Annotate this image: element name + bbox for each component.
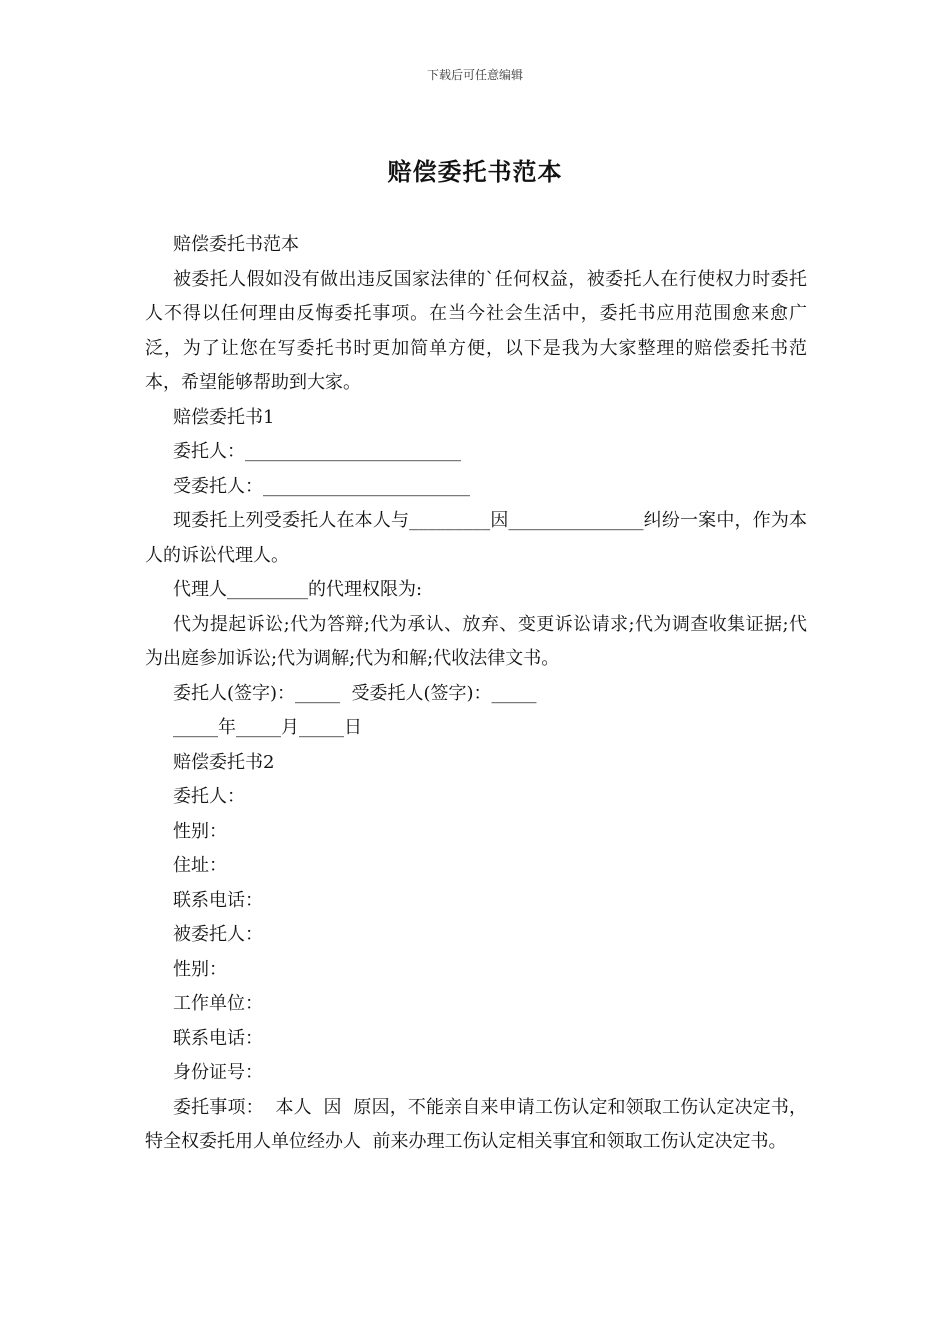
field-agent: 受委托人：_______________________ <box>173 475 470 497</box>
signature-line: 委托人(签字)：_____ 受委托人(签字)：_____ <box>173 682 537 704</box>
section-heading-1: 赔偿委托书1 <box>173 406 275 428</box>
field-principal-2: 委托人： <box>173 786 245 807</box>
paragraph-authority-scope: 代为提起诉讼;代为答辩;代为承认、放弃、变更诉讼请求;代为调查收集证据;代为出庭参加诉讼;代为调解;代为和解;代收法律文书。 <box>145 613 807 669</box>
document-title: 赔偿委托书范本 <box>387 157 563 186</box>
paragraph-intro: 被委托人假如没有做出违反国家法律的`任何权益，被委托人在行使权力时委托人不得以任何理由反悔委托事项。在当今社会生活中，委托书应用范围愈来愈广泛，为了让您在写委托书时更加简单方便，以下是我为大家整理的赔偿委托书范本，希望能够帮助到大家。 <box>145 268 807 393</box>
field-agent-2: 被委托人： <box>173 924 263 945</box>
field-phone: 联系电话： <box>173 889 263 911</box>
field-agent-phone: 联系电话： <box>173 1027 263 1049</box>
field-address: 住址： <box>173 855 227 876</box>
section-heading-2: 赔偿委托书2 <box>173 751 275 773</box>
paragraph-matters: 委托事项： 本人 因 原因，不能亲自来申请工伤认定和领取工伤认定决定书，特全权委托用人单位经办人 前来办理工伤认定相关事宜和领取工伤认定决定书。 <box>145 1096 807 1152</box>
header-note: 下载后可任意编辑 <box>426 68 523 82</box>
field-principal: 委托人：________________________ <box>173 441 461 462</box>
field-gender: 性别： <box>173 820 227 842</box>
paragraph-authority: 代理人_________的代理权限为: <box>173 579 423 600</box>
field-workplace: 工作单位： <box>173 993 263 1014</box>
field-agent-gender: 性别： <box>173 958 227 980</box>
field-id-number: 身份证号： <box>173 1062 263 1083</box>
document-body <box>145 228 807 1160</box>
paragraph-delegation: 现委托上列受委托人在本人与_________因_______________纠纷一案中，作为本人的诉讼代理人。 <box>145 510 807 566</box>
date-line: _____年_____月_____日 <box>173 717 362 738</box>
paragraph-subtitle: 赔偿委托书范本 <box>173 234 299 255</box>
